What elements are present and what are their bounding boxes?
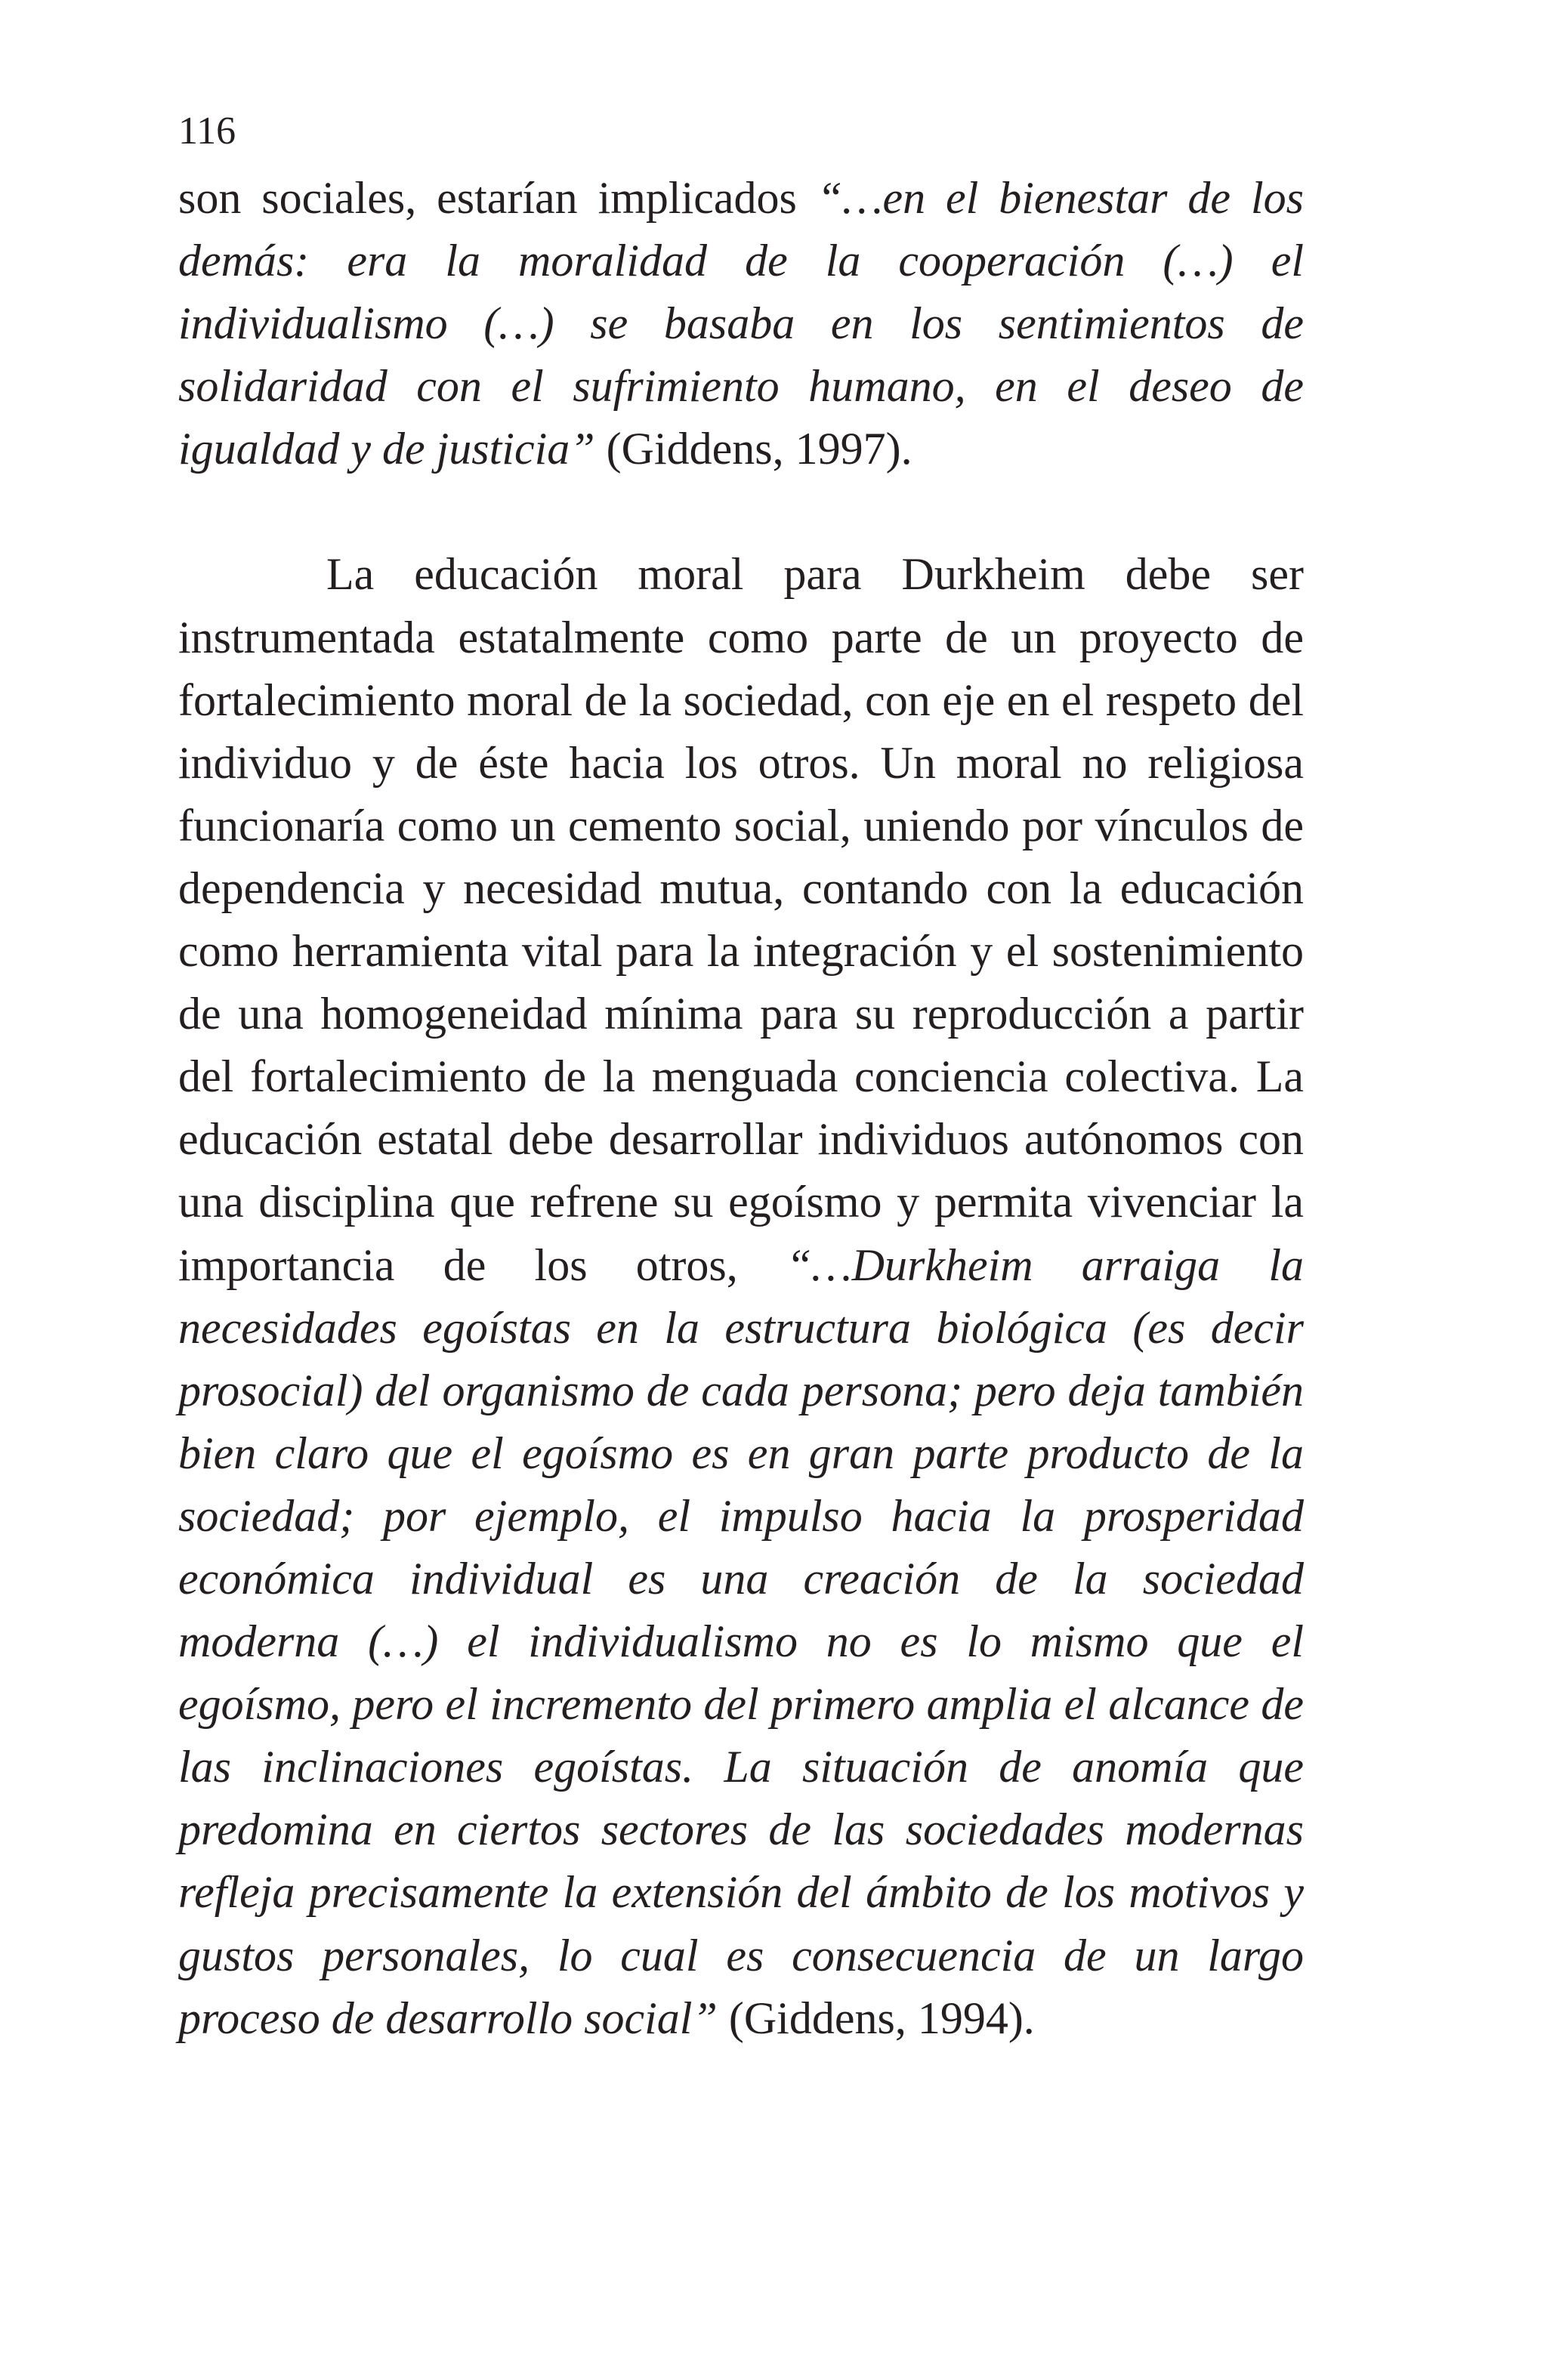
paragraph-1-citation: (Giddens, 1997).: [594, 424, 912, 474]
paragraph-1: [178, 167, 1304, 480]
paragraph-2-text: La educación moral para Durkheim debe ser instrumentada estatalmente como parte de un proyecto de fortalecimiento moral de la sociedad, con eje en el respeto del individuo y de éste hacia los otros. Un moral no religiosa funcionaría como un cemento social, uniendo por vínculos de dependencia y necesidad mutua, contando con la educación como herramienta vital para la integración y el sostenimiento de una homogeneidad mínima para su reproducción a partir del fortalecimiento de la menguada conciencia colectiva. La educación estatal debe desarrollar individuos autónomos con una disciplina que refrene su egoísmo y permita vivenciar la importancia de los otros,: [178, 549, 1304, 1290]
paragraph-1-text: son sociales, estarían implicados: [178, 173, 817, 223]
paragraph-2-quote: “…Durkheim arraiga la necesidades egoístas en la estructura biológica (es decir prosocial) del organismo de cada persona; pero deja también bien claro que el egoísmo es en gran parte producto de la sociedad; por ejemplo, el impulso hacia la prosperidad económica individual es una creación de la sociedad moderna (…) el individualismo no es lo mismo que el egoísmo, pero el incremento del primero amplia el alcance de las inclinaciones egoístas. La situación de anomía que predomina en ciertos sectores de las sociedades modernas refleja precisamente la extensión del ámbito de los motivos y gustos personales, lo cual es consecuencia de un largo proceso de desarrollo social”: [178, 1239, 1305, 2043]
paragraph-2-citation: (Giddens, 1994).: [717, 1993, 1035, 2043]
body-text: [178, 167, 1304, 2050]
page-number: 116: [178, 110, 236, 153]
paragraph-2: [178, 543, 1304, 2049]
paragraph-1-quote: “…en el bienestar de los demás: era la moralidad de la cooperación (…) el individualismo (…) se basaba en los sentimientos de solidaridad con el sufrimiento humano, en el deseo de igualdad y de justicia”: [178, 173, 1304, 474]
